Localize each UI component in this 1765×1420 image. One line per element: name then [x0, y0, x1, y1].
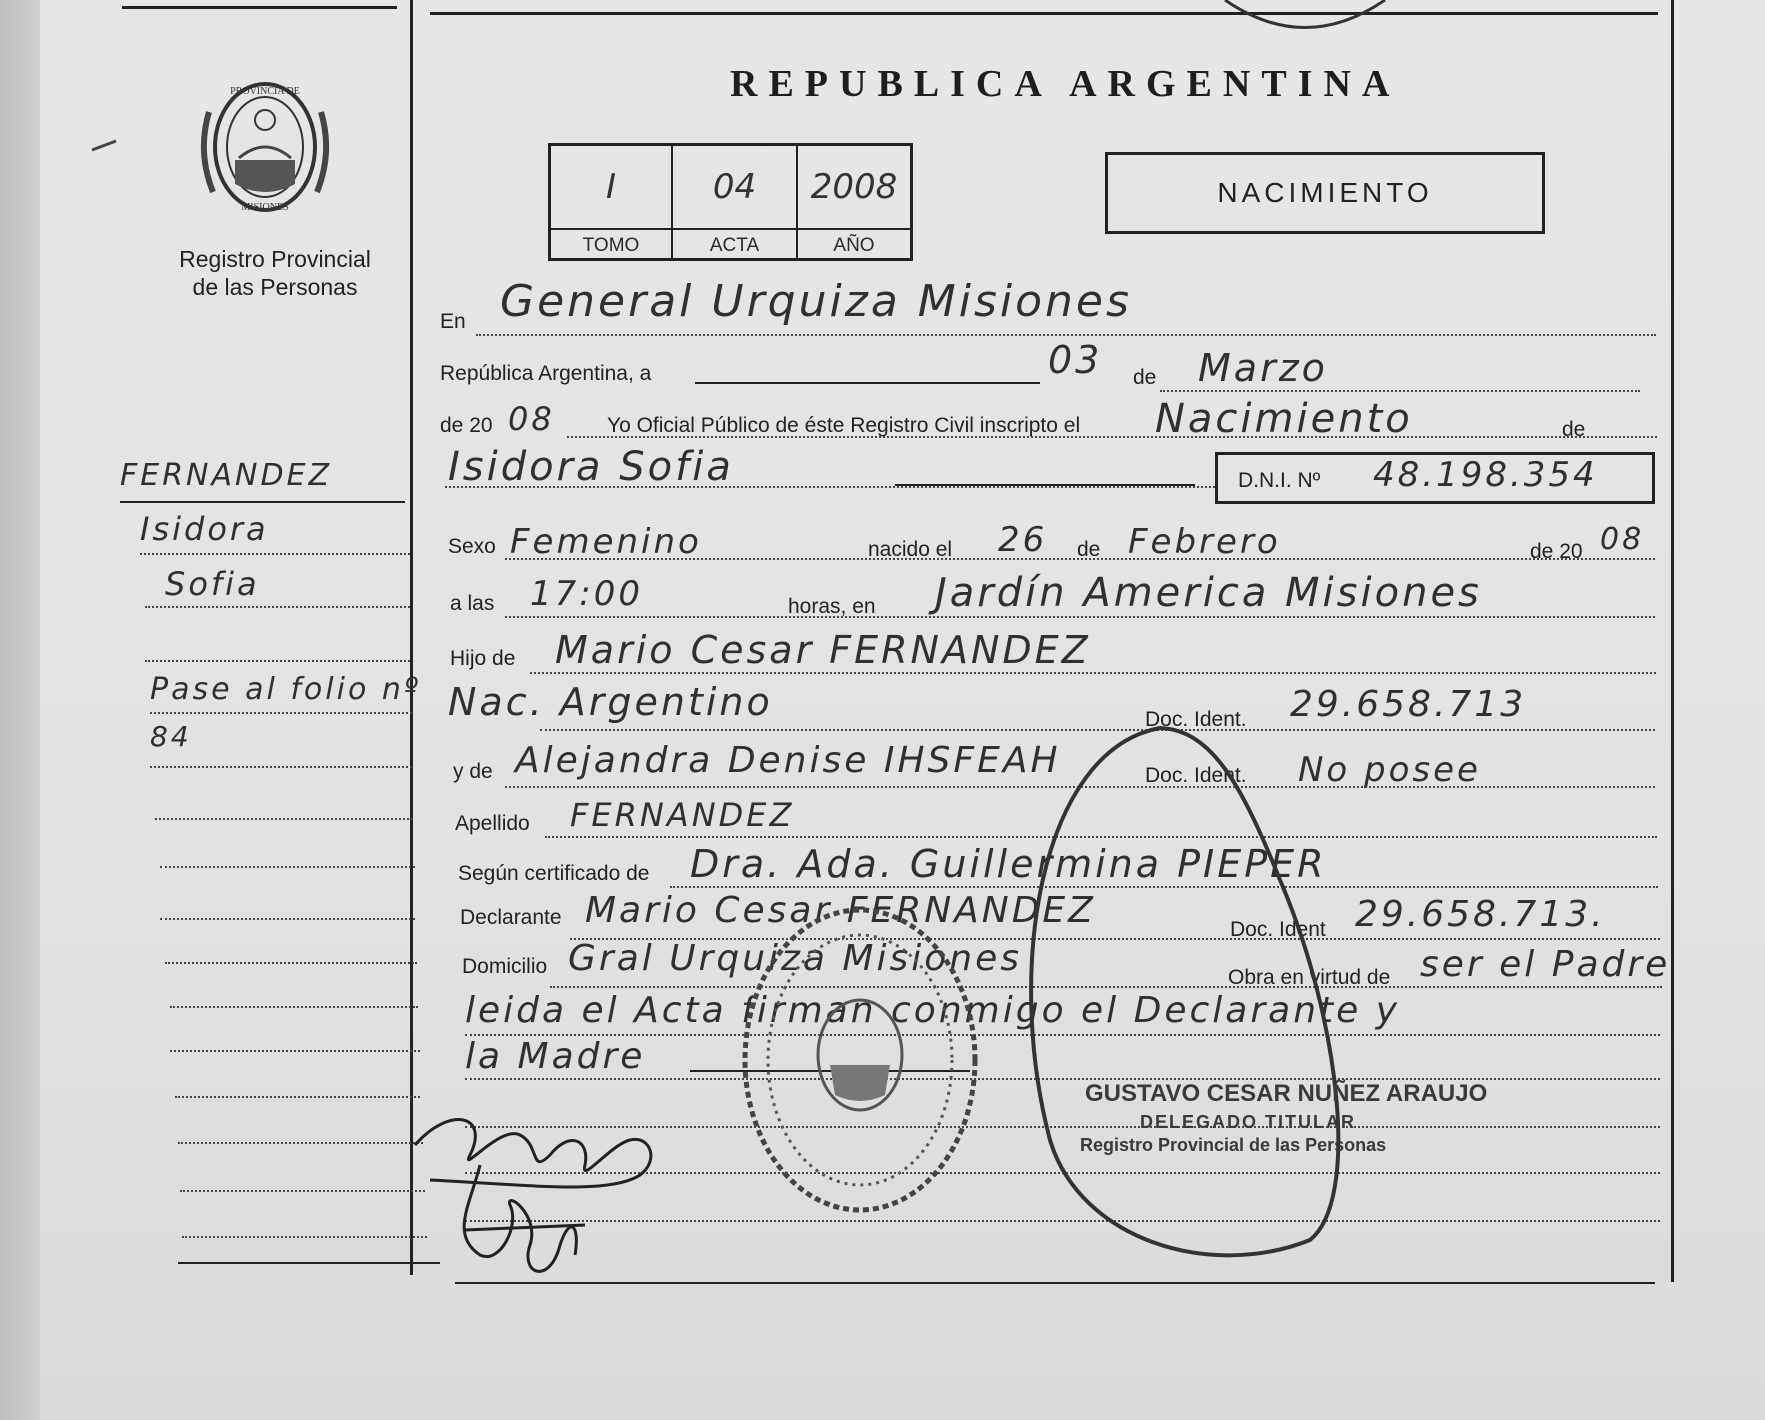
label-domicilio: Domicilio: [462, 955, 548, 978]
margin-dotline: [182, 1236, 427, 1238]
label-de: de: [1133, 366, 1157, 389]
field-domicilio: Gral Urquiza Misiones: [568, 938, 1022, 979]
label-oficial: Yo Oficial Público de éste Registro Civil inscripto el: [607, 414, 1081, 437]
field-month: Marzo: [1198, 346, 1328, 390]
field-birth-month: Febrero: [1128, 522, 1281, 562]
right-border: [1671, 0, 1674, 1282]
label-dni: D.N.I. Nº: [1238, 469, 1321, 492]
row-dotline: [476, 334, 1656, 336]
label-yde: y de: [453, 760, 493, 783]
top-rule-left: [122, 6, 397, 9]
field-mother-doc: No posee: [1298, 750, 1481, 790]
field-birth-day: 26: [998, 520, 1048, 560]
margin-dotline: [175, 1096, 420, 1098]
field-father-nationality: Nac. Argentino: [448, 680, 773, 724]
field-record-type: Nacimiento: [1155, 396, 1413, 442]
margin-dotline: [155, 818, 413, 820]
pen-mark: [90, 138, 120, 152]
field-certificado: Dra. Ada. Guillermina PIEPER: [690, 842, 1327, 886]
official-round-seal: [735, 895, 985, 1225]
field-child-name: Isidora Sofia: [448, 444, 734, 490]
field-birth-time: 17:00: [530, 574, 643, 614]
label-sexo: Sexo: [448, 535, 496, 558]
row-dotline: [505, 616, 1655, 618]
label-en: En: [440, 310, 466, 333]
record-number-table: [548, 143, 913, 261]
field-declarante: Mario Cesar FERNANDEZ: [585, 890, 1096, 931]
row-dotline: [1160, 390, 1640, 392]
margin-dotline: [145, 606, 410, 608]
margin-dotline: [180, 1190, 425, 1192]
registry-name-line2: de las Personas: [192, 274, 358, 300]
label-de20: de 20: [440, 414, 493, 437]
label-hijo: Hijo de: [450, 647, 516, 670]
label-declarante: Declarante: [460, 906, 562, 929]
margin-surname: FERNANDEZ: [120, 458, 333, 493]
field-declarante-doc: 29.658.713.: [1355, 894, 1606, 935]
margin-dotline: [170, 1006, 418, 1008]
row-dotline: [445, 486, 1215, 488]
field-sexo: Femenino: [510, 522, 702, 562]
top-stamp-fragment: [1220, 0, 1390, 35]
margin-rule-1: [120, 501, 405, 503]
margin-dotline: [160, 866, 415, 868]
field-place: General Urquiza Misiones: [500, 276, 1132, 327]
field-mother-name: Alejandra Denise IHSFEAH: [515, 740, 1061, 781]
margin-dotline: [160, 918, 415, 920]
margin-bottom-rule: [178, 1262, 440, 1264]
acta-value: 04: [673, 146, 798, 228]
label-horas: horas, en: [788, 595, 876, 618]
label-republica: República Argentina, a: [440, 362, 652, 385]
label-father-doc: Doc. Ident.: [1145, 708, 1247, 731]
seal-text-bottom: MISIONES: [241, 202, 289, 213]
closing-line1: leida el Acta firman conmigo el Declarante y: [465, 990, 1401, 1031]
label-nacido: nacido el: [868, 538, 953, 561]
signature-scribbles: [410, 1085, 690, 1295]
label-declarante-doc: Doc. Ident: [1230, 918, 1326, 941]
field-apellido: FERNANDEZ: [570, 796, 795, 834]
row-dotline: [567, 436, 1657, 438]
registry-name: [150, 245, 400, 301]
margin-dotline: [178, 1142, 423, 1144]
margin-divider: [410, 0, 413, 1275]
margin-dotline: [150, 712, 412, 714]
closing-line2: la Madre: [465, 1036, 646, 1077]
row-dotline: [530, 672, 1656, 674]
margin-note-line2: 84: [150, 720, 192, 753]
row-dotline: [505, 558, 1655, 560]
margin-name1: Isidora: [140, 510, 269, 548]
field-birth-year: 08: [1600, 522, 1645, 557]
stamp-title: DELEGADO TITULAR: [1140, 1112, 1356, 1132]
margin-dotline: [140, 553, 410, 555]
label-apellido: Apellido: [455, 812, 530, 835]
ano-label: AÑO: [798, 228, 910, 261]
label-certificado: Según certificado de: [458, 862, 650, 885]
ano-value: 2008: [810, 167, 898, 207]
field-father-doc: 29.658.713: [1290, 684, 1527, 725]
field-obra: ser el Padre: [1420, 944, 1671, 985]
margin-dotline: [145, 660, 410, 662]
label-mother-doc: Doc. Ident.: [1145, 764, 1247, 787]
tomo-label: TOMO: [551, 228, 673, 261]
label-alas: a las: [450, 592, 495, 615]
date-rule: [695, 382, 1040, 384]
field-dni: 48.198.354: [1373, 455, 1598, 495]
document-title: REPUBLICA ARGENTINA: [730, 63, 1401, 105]
field-birth-place: Jardín America Misiones: [935, 570, 1482, 616]
hand-drawn-oval: [1010, 720, 1350, 1280]
margin-dotline: [170, 1050, 420, 1052]
margin-name2: Sofia: [165, 565, 260, 603]
acta-label: ACTA: [673, 228, 798, 261]
top-rule-right: [430, 12, 1658, 15]
margin-dotline: [165, 962, 417, 964]
field-father-name: Mario Cesar FERNANDEZ: [555, 628, 1091, 672]
label-obra: Obra en virtud de: [1228, 966, 1391, 989]
seal-text-top: PROVINCIA DE: [230, 86, 300, 97]
registry-name-line1: Registro Provincial: [179, 246, 371, 272]
margin-note-line1: Pase al folio nº: [150, 672, 421, 707]
dni-box: [1215, 452, 1655, 504]
stamp-office: Registro Provincial de las Personas: [1080, 1135, 1387, 1155]
field-year: 08: [508, 400, 555, 438]
label-birth-de20: de 20: [1530, 540, 1583, 563]
misiones-province-seal-icon: [195, 72, 335, 222]
stamp-name: GUSTAVO CESAR NUÑEZ ARAUJO: [1085, 1080, 1488, 1107]
field-day: 03: [1048, 338, 1103, 382]
label-de-end: de: [1562, 418, 1586, 441]
tomo-value: I: [551, 146, 673, 228]
label-birth-de: de: [1077, 538, 1101, 561]
margin-dotline: [150, 766, 412, 768]
document-type-box: NACIMIENTO: [1105, 152, 1545, 234]
